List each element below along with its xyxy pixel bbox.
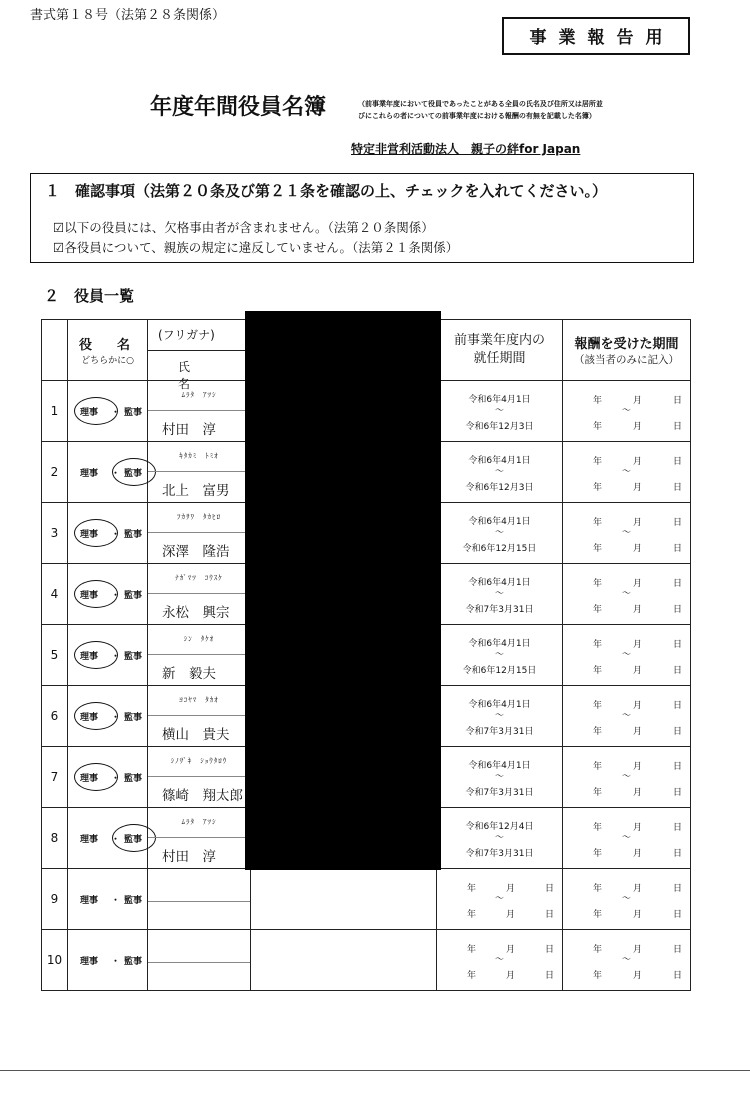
term-cell[interactable]: [437, 930, 563, 991]
role-kanji: 監事: [124, 530, 143, 540]
tilde: 〜: [494, 894, 504, 904]
header-period: [437, 320, 563, 381]
month-label: 月: [632, 823, 642, 833]
role-separator: ・: [111, 713, 121, 723]
pay-period-cell[interactable]: [563, 442, 691, 503]
name-furigana: ｼﾝ ﾀｹｵ: [183, 635, 215, 643]
role-cell[interactable]: [68, 442, 148, 503]
month-label: 月: [632, 727, 642, 737]
day-label: 日: [672, 544, 682, 554]
year-label: 年: [593, 849, 603, 859]
role-cell[interactable]: [68, 564, 148, 625]
tilde: 〜: [621, 589, 631, 599]
term-start: 令和6年4月1日: [468, 700, 531, 710]
organization-name: 特定非営利活動法人 親子の絆for Japan: [351, 142, 581, 156]
header-period-line-1: 前事業年度内の: [453, 333, 545, 348]
term-cell[interactable]: [437, 747, 563, 808]
tilde: 〜: [621, 528, 631, 538]
year-label: 年: [467, 945, 477, 955]
role-riji: 理事: [80, 957, 99, 967]
role-separator: ・: [111, 896, 121, 906]
row-number: 10: [42, 930, 68, 991]
role-riji: 理事: [80, 835, 99, 845]
day-label: 日: [672, 727, 682, 737]
address-cell: [251, 930, 437, 991]
month-label: 月: [632, 849, 642, 859]
row-number: 2: [42, 442, 68, 503]
pay-period-cell[interactable]: [563, 625, 691, 686]
day-label: 日: [672, 945, 682, 955]
role-cell[interactable]: [68, 869, 148, 930]
role-kanji: 監事: [124, 408, 143, 418]
term-cell[interactable]: [437, 686, 563, 747]
role-kanji: 監事: [124, 713, 143, 723]
year-label: 年: [593, 544, 603, 554]
term-start: 令和6年4月1日: [468, 517, 531, 527]
address-cell: [251, 869, 437, 930]
year-label: 年: [593, 457, 603, 467]
checked-box-icon[interactable]: ☑: [53, 220, 65, 235]
term-end: 令和7年3月31日: [465, 727, 534, 737]
name-furigana: ﾑﾗﾀ ｱﾂｼ: [181, 391, 217, 399]
name-kanji: 北上 富男: [162, 483, 230, 499]
name-cell[interactable]: [148, 930, 251, 991]
header-pay-line-1: 報酬を受けた期間: [574, 337, 679, 352]
tilde: 〜: [621, 711, 631, 721]
role-cell[interactable]: [68, 930, 148, 991]
name-cell[interactable]: [148, 869, 251, 930]
term-start: 令和6年4月1日: [468, 761, 531, 771]
term-start: 令和6年4月1日: [468, 639, 531, 649]
tilde: 〜: [494, 772, 504, 782]
name-kanji: 村田 淳: [162, 849, 216, 865]
day-label: 日: [672, 666, 682, 676]
pay-period-cell[interactable]: [563, 808, 691, 869]
name-cell[interactable]: [148, 747, 251, 808]
header-pay: [563, 320, 691, 381]
year-label: 年: [593, 910, 603, 920]
role-kanji: 監事: [124, 957, 143, 967]
day-label: 日: [672, 579, 682, 589]
pay-period-cell[interactable]: [563, 930, 691, 991]
role-cell[interactable]: [68, 381, 148, 442]
term-end: 令和6年12月3日: [465, 422, 534, 432]
month-label: 月: [632, 762, 642, 772]
tilde: 〜: [621, 833, 631, 843]
row-number: 6: [42, 686, 68, 747]
tilde: 〜: [621, 955, 631, 965]
role-separator: ・: [111, 530, 121, 540]
term-cell[interactable]: [437, 869, 563, 930]
role-cell[interactable]: [68, 747, 148, 808]
role-riji: 理事: [80, 591, 99, 601]
role-separator: ・: [111, 774, 121, 784]
name-cell[interactable]: [148, 686, 251, 747]
day-label: 日: [672, 483, 682, 493]
header-role-sub: どちらかに○: [81, 356, 134, 366]
day-label: 日: [672, 457, 682, 467]
table-row: [42, 869, 691, 930]
month-label: 月: [632, 945, 642, 955]
term-start: 令和6年4月1日: [468, 395, 531, 405]
name-cell[interactable]: [148, 808, 251, 869]
day-label: 日: [544, 910, 554, 920]
role-riji: 理事: [80, 469, 99, 479]
pay-period-cell[interactable]: [563, 503, 691, 564]
confirmation-item-2-text: 各役員について、親族の規定に違反していません。（法第２１条関係）: [64, 240, 459, 255]
day-label: 日: [544, 884, 554, 894]
year-label: 年: [593, 396, 603, 406]
year-label: 年: [593, 971, 603, 981]
day-label: 日: [672, 910, 682, 920]
role-separator: ・: [111, 591, 121, 601]
term-start: 令和6年12月4日: [465, 822, 534, 832]
role-cell[interactable]: [68, 503, 148, 564]
row-number: 8: [42, 808, 68, 869]
tilde: 〜: [494, 528, 504, 538]
term-cell[interactable]: [437, 503, 563, 564]
role-kanji: 監事: [124, 835, 143, 845]
year-label: 年: [467, 971, 477, 981]
day-label: 日: [672, 762, 682, 772]
term-end: 令和7年3月31日: [465, 605, 534, 615]
month-label: 月: [632, 518, 642, 528]
role-separator: ・: [111, 652, 121, 662]
name-cell[interactable]: [148, 442, 251, 503]
month-label: 月: [632, 605, 642, 615]
role-kanji: 監事: [124, 652, 143, 662]
name-kanji: 横山 貴夫: [162, 727, 230, 743]
year-label: 年: [593, 788, 603, 798]
month-label: 月: [632, 544, 642, 554]
header-period-line-2: 就任期間: [473, 351, 526, 366]
day-label: 日: [672, 640, 682, 650]
role-separator: ・: [111, 835, 121, 845]
role-riji: 理事: [80, 652, 99, 662]
month-label: 月: [632, 788, 642, 798]
role-kanji: 監事: [124, 469, 143, 479]
document-title: 年度年間役員名簿: [150, 95, 327, 120]
row-number: 1: [42, 381, 68, 442]
tilde: 〜: [494, 467, 504, 477]
tilde: 〜: [621, 894, 631, 904]
name-furigana: ﾌｶｻﾜ ﾀｶﾋﾛ: [177, 513, 221, 521]
role-separator: ・: [111, 469, 121, 479]
tilde: 〜: [621, 467, 631, 477]
year-label: 年: [593, 422, 603, 432]
confirmation-title: １ 確認事項（法第２０条及び第２１条を確認の上、チェックを入れてください。）: [45, 182, 608, 200]
year-label: 年: [593, 727, 603, 737]
page-bottom-line: [0, 1070, 750, 1071]
name-kanji: 村田 淳: [162, 422, 216, 438]
day-label: 日: [672, 849, 682, 859]
day-label: 日: [672, 605, 682, 615]
business-report-stamp: 事業報告用: [502, 17, 690, 55]
header-pay-line-2: （該当者のみに記入）: [574, 354, 679, 366]
month-label: 月: [632, 971, 642, 981]
name-furigana: ﾑﾗﾀ ｱﾂｼ: [181, 818, 217, 826]
tilde: 〜: [494, 589, 504, 599]
name-furigana: ｷﾀｶﾐ ﾄﾐｵ: [179, 452, 219, 460]
term-start: 令和6年4月1日: [468, 578, 531, 588]
header-shimei: 氏名: [177, 360, 230, 391]
month-label: 月: [632, 884, 642, 894]
title-note-line-1: （前事業年度において役員であったことがある全員の氏名及び住所又は居所並: [358, 100, 603, 108]
month-label: 月: [632, 422, 642, 432]
name-furigana: ｼﾉｻﾞｷ ｼｮｳﾀﾛｳ: [170, 757, 228, 765]
year-label: 年: [593, 701, 603, 711]
year-label: 年: [593, 605, 603, 615]
pay-period-cell[interactable]: [563, 747, 691, 808]
role-cell[interactable]: [68, 808, 148, 869]
confirmation-item-1: [53, 218, 434, 236]
year-label: 年: [467, 884, 477, 894]
confirmation-item-2: [53, 238, 458, 256]
year-label: 年: [593, 483, 603, 493]
term-cell[interactable]: [437, 381, 563, 442]
tilde: 〜: [621, 406, 631, 416]
term-end: 令和6年12月3日: [465, 483, 534, 493]
role-cell[interactable]: [68, 625, 148, 686]
year-label: 年: [593, 823, 603, 833]
role-riji: 理事: [80, 713, 99, 723]
role-riji: 理事: [80, 408, 99, 418]
tilde: 〜: [494, 955, 504, 965]
name-furigana: ﾖｺﾔﾏ ﾀｶｵ: [179, 696, 219, 704]
name-cell[interactable]: [148, 625, 251, 686]
month-label: 月: [632, 579, 642, 589]
day-label: 日: [672, 971, 682, 981]
month-label: 月: [505, 945, 515, 955]
day-label: 日: [544, 945, 554, 955]
checked-box-icon[interactable]: ☑: [53, 240, 65, 255]
day-label: 日: [672, 701, 682, 711]
term-cell[interactable]: [437, 625, 563, 686]
role-separator: ・: [111, 957, 121, 967]
role-kanji: 監事: [124, 896, 143, 906]
term-end: 令和7年3月31日: [465, 788, 534, 798]
term-cell[interactable]: [437, 564, 563, 625]
section-2-title: ２ 役員一覧: [44, 287, 135, 305]
pay-period-cell[interactable]: [563, 564, 691, 625]
month-label: 月: [632, 483, 642, 493]
redacted-address-block: [245, 311, 441, 870]
day-label: 日: [672, 823, 682, 833]
year-label: 年: [593, 945, 603, 955]
year-label: 年: [593, 640, 603, 650]
name-kanji: 深澤 隆浩: [162, 544, 230, 560]
row-number: 7: [42, 747, 68, 808]
name-cell[interactable]: [148, 564, 251, 625]
form-number: 書式第１８号（法第２８条関係）: [30, 8, 226, 23]
day-label: 日: [672, 884, 682, 894]
role-separator: ・: [111, 408, 121, 418]
confirmation-section: [30, 173, 694, 263]
year-label: 年: [593, 666, 603, 676]
tilde: 〜: [494, 650, 504, 660]
row-number: 3: [42, 503, 68, 564]
table-row: [42, 930, 691, 991]
term-start: 令和6年4月1日: [468, 456, 531, 466]
header-furigana: (フリガナ): [158, 328, 215, 342]
day-label: 日: [544, 971, 554, 981]
year-label: 年: [593, 579, 603, 589]
title-note: [358, 98, 603, 122]
pay-period-cell[interactable]: [563, 381, 691, 442]
title-note-line-2: びにこれらの者についての前事業年度における報酬の有無を記載した名簿）: [358, 112, 596, 120]
role-riji: 理事: [80, 896, 99, 906]
year-label: 年: [593, 884, 603, 894]
role-riji: 理事: [80, 530, 99, 540]
day-label: 日: [672, 788, 682, 798]
term-cell[interactable]: [437, 808, 563, 869]
row-number: 5: [42, 625, 68, 686]
row-number: 9: [42, 869, 68, 930]
month-label: 月: [632, 396, 642, 406]
role-riji: 理事: [80, 774, 99, 784]
day-label: 日: [672, 518, 682, 528]
term-end: 令和6年12月15日: [462, 666, 537, 676]
header-name: [148, 320, 251, 391]
name-cell[interactable]: [148, 503, 251, 564]
term-cell[interactable]: [437, 442, 563, 503]
role-kanji: 監事: [124, 774, 143, 784]
day-label: 日: [672, 396, 682, 406]
month-label: 月: [632, 666, 642, 676]
month-label: 月: [632, 640, 642, 650]
name-furigana: ﾅｶﾞﾏﾂ ｺｳｽｹ: [175, 574, 223, 582]
confirmation-item-1-text: 以下の役員には、欠格事由者が含まれません。（法第２０条関係）: [64, 220, 434, 235]
pay-period-cell[interactable]: [563, 686, 691, 747]
name-kanji: 新 毅夫: [162, 666, 216, 682]
year-label: 年: [593, 762, 603, 772]
name-kanji: 篠崎 翔太郎: [162, 788, 243, 804]
header-number: [42, 320, 68, 381]
name-cell[interactable]: [148, 381, 251, 442]
year-label: 年: [467, 910, 477, 920]
tilde: 〜: [621, 650, 631, 660]
month-label: 月: [505, 971, 515, 981]
header-role-label: 役 名: [78, 338, 136, 353]
month-label: 月: [505, 884, 515, 894]
tilde: 〜: [494, 711, 504, 721]
role-kanji: 監事: [124, 591, 143, 601]
month-label: 月: [632, 457, 642, 467]
tilde: 〜: [621, 772, 631, 782]
term-end: 令和7年3月31日: [465, 849, 534, 859]
name-kanji: 永松 興宗: [162, 605, 230, 621]
tilde: 〜: [494, 833, 504, 843]
term-end: 令和6年12月15日: [462, 544, 537, 554]
tilde: 〜: [494, 406, 504, 416]
header-role: [68, 320, 148, 381]
month-label: 月: [632, 701, 642, 711]
day-label: 日: [672, 422, 682, 432]
year-label: 年: [593, 518, 603, 528]
month-label: 月: [505, 910, 515, 920]
pay-period-cell[interactable]: [563, 869, 691, 930]
role-cell[interactable]: [68, 686, 148, 747]
month-label: 月: [632, 910, 642, 920]
row-number: 4: [42, 564, 68, 625]
